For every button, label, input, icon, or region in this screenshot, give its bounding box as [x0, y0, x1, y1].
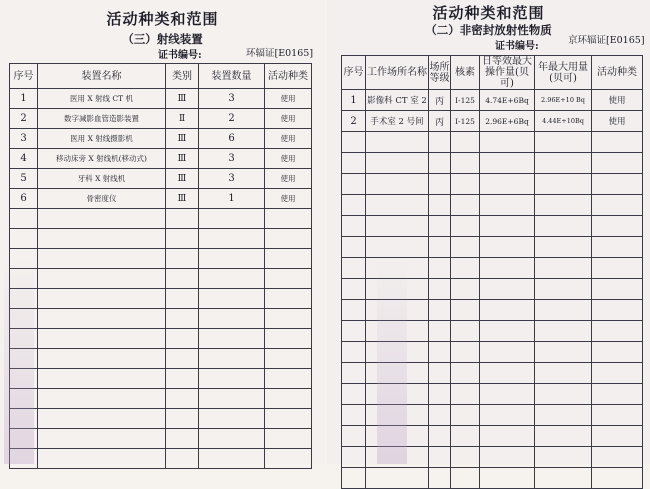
- empty-cell: [10, 389, 38, 409]
- empty-cell: [366, 468, 429, 489]
- empty-row: [342, 216, 643, 237]
- empty-cell: [199, 209, 265, 229]
- empty-cell: [480, 321, 535, 342]
- device-qty: 6: [199, 129, 265, 149]
- empty-cell: [429, 258, 451, 279]
- empty-cell: [342, 468, 366, 489]
- empty-cell: [451, 132, 480, 153]
- empty-cell: [166, 389, 199, 409]
- empty-cell: [199, 369, 265, 389]
- empty-cell: [366, 216, 429, 237]
- yearly-max: 2.96E+10 Bq: [535, 90, 592, 111]
- empty-cell: [451, 342, 480, 363]
- workplace-name: 影像科 CT 室 2: [366, 90, 429, 111]
- empty-cell: [429, 195, 451, 216]
- empty-cell: [429, 447, 451, 468]
- empty-cell: [342, 363, 366, 384]
- empty-cell: [199, 349, 265, 369]
- empty-cell: [429, 174, 451, 195]
- empty-cell: [199, 329, 265, 349]
- empty-cell: [535, 279, 592, 300]
- empty-cell: [38, 389, 166, 409]
- empty-cell: [342, 279, 366, 300]
- empty-row: [10, 409, 312, 429]
- empty-cell: [535, 363, 592, 384]
- empty-cell: [592, 447, 643, 468]
- empty-cell: [592, 342, 643, 363]
- device-name: 骨密度仪: [38, 189, 166, 209]
- empty-cell: [265, 309, 312, 329]
- empty-cell: [592, 468, 643, 489]
- empty-cell: [166, 349, 199, 369]
- empty-cell: [166, 209, 199, 229]
- empty-cell: [451, 237, 480, 258]
- empty-cell: [451, 426, 480, 447]
- device-class: Ⅱ: [166, 109, 199, 129]
- empty-cell: [535, 300, 592, 321]
- empty-cell: [451, 153, 480, 174]
- empty-cell: [429, 384, 451, 405]
- empty-cell: [342, 153, 366, 174]
- table-row: [10, 189, 312, 209]
- device-name: 数字减影血管造影装置: [38, 109, 166, 129]
- empty-cell: [342, 405, 366, 426]
- empty-cell: [199, 389, 265, 409]
- empty-cell: [451, 279, 480, 300]
- table-row: [10, 109, 312, 129]
- empty-cell: [429, 153, 451, 174]
- empty-cell: [366, 321, 429, 342]
- empty-cell: [451, 195, 480, 216]
- empty-row: [10, 229, 312, 249]
- empty-cell: [199, 409, 265, 429]
- empty-cell: [451, 468, 480, 489]
- empty-cell: [38, 429, 166, 449]
- empty-cell: [10, 309, 38, 329]
- col-header-qty: 装置数量: [199, 64, 265, 89]
- empty-cell: [366, 384, 429, 405]
- col-header-grade: 场所等级: [429, 56, 451, 90]
- row-no: 5: [10, 169, 38, 189]
- empty-cell: [166, 369, 199, 389]
- empty-row: [10, 349, 312, 369]
- empty-row: [342, 363, 643, 384]
- device-qty: 1: [199, 189, 265, 209]
- empty-cell: [480, 216, 535, 237]
- row-no: 1: [10, 89, 38, 109]
- device-qty: 3: [199, 149, 265, 169]
- empty-cell: [265, 429, 312, 449]
- empty-cell: [38, 349, 166, 369]
- workplace-grade: 丙: [429, 90, 451, 111]
- empty-cell: [38, 269, 166, 289]
- empty-cell: [592, 300, 643, 321]
- empty-cell: [429, 321, 451, 342]
- empty-cell: [366, 300, 429, 321]
- table-row: [10, 129, 312, 149]
- left-cert-label: 证书编号:: [158, 50, 202, 61]
- activity-type: 使用: [265, 89, 312, 109]
- empty-cell: [535, 447, 592, 468]
- empty-cell: [366, 342, 429, 363]
- workplace-grade: 丙: [429, 111, 451, 132]
- empty-row: [10, 269, 312, 289]
- empty-cell: [592, 237, 643, 258]
- empty-cell: [265, 269, 312, 289]
- empty-cell: [535, 384, 592, 405]
- left-cert-value: 环辐证[E0165]: [246, 48, 314, 59]
- empty-cell: [429, 426, 451, 447]
- empty-cell: [265, 249, 312, 269]
- left-header-row: [10, 64, 312, 89]
- activity-type: 使用: [265, 169, 312, 189]
- empty-cell: [366, 195, 429, 216]
- left-table: [9, 63, 312, 469]
- empty-cell: [38, 229, 166, 249]
- empty-cell: [10, 349, 38, 369]
- row-no: 1: [342, 90, 366, 111]
- empty-cell: [199, 269, 265, 289]
- empty-cell: [592, 132, 643, 153]
- empty-cell: [480, 447, 535, 468]
- empty-cell: [535, 132, 592, 153]
- device-class: Ⅲ: [166, 149, 199, 169]
- empty-cell: [342, 258, 366, 279]
- device-class: Ⅲ: [166, 89, 199, 109]
- nuclide: I-125: [451, 90, 480, 111]
- empty-cell: [535, 258, 592, 279]
- right-header-row: [342, 56, 643, 90]
- empty-cell: [10, 449, 38, 469]
- empty-cell: [38, 409, 166, 429]
- empty-row: [342, 279, 643, 300]
- empty-row: [342, 237, 643, 258]
- activity-type: 使用: [592, 111, 643, 132]
- empty-row: [10, 329, 312, 349]
- left-title: 活动种类和范围: [106, 10, 219, 28]
- right-subtitle: （二）非密封放射性物质: [425, 23, 552, 37]
- row-no: 2: [342, 111, 366, 132]
- empty-cell: [535, 405, 592, 426]
- empty-cell: [10, 229, 38, 249]
- device-name: 医用 X 射线 CT 机: [38, 89, 166, 109]
- empty-cell: [480, 237, 535, 258]
- table-row: [10, 89, 312, 109]
- empty-cell: [366, 258, 429, 279]
- empty-cell: [429, 363, 451, 384]
- empty-cell: [366, 279, 429, 300]
- row-no: 6: [10, 189, 38, 209]
- empty-row: [342, 384, 643, 405]
- empty-cell: [38, 449, 166, 469]
- empty-cell: [535, 426, 592, 447]
- empty-row: [342, 321, 643, 342]
- col-header-name: 装置名称: [38, 64, 166, 89]
- empty-cell: [480, 300, 535, 321]
- empty-cell: [342, 174, 366, 195]
- activity-type: 使用: [265, 129, 312, 149]
- empty-cell: [480, 174, 535, 195]
- empty-cell: [480, 468, 535, 489]
- empty-cell: [10, 329, 38, 349]
- empty-cell: [166, 289, 199, 309]
- table-row: [10, 149, 312, 169]
- empty-row: [342, 342, 643, 363]
- daily-max: 4.74E+6Bq: [480, 90, 535, 111]
- col-header-activity: 活动种类: [592, 56, 643, 90]
- empty-cell: [38, 249, 166, 269]
- empty-row: [342, 132, 643, 153]
- empty-cell: [265, 289, 312, 309]
- left-page: [0, 0, 325, 464]
- empty-row: [10, 209, 312, 229]
- empty-cell: [166, 409, 199, 429]
- empty-cell: [10, 249, 38, 269]
- empty-cell: [366, 153, 429, 174]
- empty-cell: [451, 447, 480, 468]
- empty-cell: [429, 300, 451, 321]
- empty-cell: [592, 195, 643, 216]
- empty-cell: [265, 209, 312, 229]
- empty-cell: [480, 342, 535, 363]
- empty-cell: [366, 426, 429, 447]
- empty-row: [10, 249, 312, 269]
- workplace-name: 手术室 2 号间: [366, 111, 429, 132]
- empty-cell: [480, 153, 535, 174]
- empty-row: [342, 300, 643, 321]
- empty-cell: [342, 132, 366, 153]
- empty-row: [342, 426, 643, 447]
- right-cert-label: 证书编号:: [495, 41, 539, 52]
- empty-cell: [10, 269, 38, 289]
- empty-cell: [342, 342, 366, 363]
- device-name: 牙科 X 射线机: [38, 169, 166, 189]
- empty-cell: [265, 449, 312, 469]
- empty-cell: [265, 329, 312, 349]
- nuclide: I-125: [451, 111, 480, 132]
- empty-cell: [342, 216, 366, 237]
- empty-cell: [265, 369, 312, 389]
- empty-cell: [592, 321, 643, 342]
- empty-cell: [342, 195, 366, 216]
- empty-cell: [480, 258, 535, 279]
- empty-cell: [535, 195, 592, 216]
- empty-cell: [342, 321, 366, 342]
- device-qty: 3: [199, 89, 265, 109]
- activity-type: 使用: [592, 90, 643, 111]
- empty-cell: [199, 249, 265, 269]
- empty-cell: [451, 216, 480, 237]
- empty-row: [342, 195, 643, 216]
- empty-cell: [535, 468, 592, 489]
- empty-row: [342, 153, 643, 174]
- empty-row: [10, 389, 312, 409]
- empty-cell: [429, 342, 451, 363]
- empty-cell: [535, 237, 592, 258]
- empty-cell: [265, 409, 312, 429]
- empty-row: [342, 405, 643, 426]
- empty-cell: [592, 279, 643, 300]
- right-page: [327, 0, 650, 464]
- empty-cell: [166, 249, 199, 269]
- empty-cell: [480, 363, 535, 384]
- empty-cell: [535, 153, 592, 174]
- empty-cell: [592, 216, 643, 237]
- empty-cell: [342, 426, 366, 447]
- right-table: [341, 55, 643, 489]
- empty-cell: [10, 409, 38, 429]
- empty-cell: [535, 342, 592, 363]
- empty-row: [10, 289, 312, 309]
- empty-cell: [10, 209, 38, 229]
- empty-cell: [480, 426, 535, 447]
- empty-cell: [166, 429, 199, 449]
- row-no: 2: [10, 109, 38, 129]
- device-qty: 3: [199, 169, 265, 189]
- empty-cell: [480, 195, 535, 216]
- empty-cell: [166, 449, 199, 469]
- empty-cell: [366, 447, 429, 468]
- device-class: Ⅲ: [166, 169, 199, 189]
- empty-cell: [199, 429, 265, 449]
- activity-type: 使用: [265, 189, 312, 209]
- empty-cell: [451, 384, 480, 405]
- empty-cell: [429, 279, 451, 300]
- empty-cell: [265, 389, 312, 409]
- device-qty: 2: [199, 109, 265, 129]
- col-header-daily: 日等效最大操作量(贝可): [480, 56, 535, 90]
- empty-cell: [480, 405, 535, 426]
- empty-cell: [451, 321, 480, 342]
- empty-row: [342, 447, 643, 468]
- empty-cell: [592, 174, 643, 195]
- empty-cell: [265, 349, 312, 369]
- empty-cell: [429, 468, 451, 489]
- empty-cell: [592, 258, 643, 279]
- empty-row: [10, 369, 312, 389]
- left-subtitle: （三）射线装置: [122, 32, 203, 46]
- empty-cell: [166, 329, 199, 349]
- empty-cell: [480, 384, 535, 405]
- empty-cell: [342, 300, 366, 321]
- empty-cell: [366, 174, 429, 195]
- empty-cell: [342, 447, 366, 468]
- empty-row: [10, 449, 312, 469]
- empty-cell: [480, 279, 535, 300]
- empty-cell: [429, 132, 451, 153]
- empty-cell: [592, 405, 643, 426]
- table-row: [342, 111, 643, 132]
- activity-type: 使用: [265, 109, 312, 129]
- right-empty-rows: [342, 132, 643, 489]
- empty-cell: [429, 216, 451, 237]
- daily-max: 2.96E+6Bq: [480, 111, 535, 132]
- empty-cell: [451, 300, 480, 321]
- empty-cell: [38, 289, 166, 309]
- empty-cell: [451, 174, 480, 195]
- empty-cell: [451, 363, 480, 384]
- right-title: 活动种类和范围: [432, 4, 545, 22]
- row-no: 4: [10, 149, 38, 169]
- col-header-no: 序号: [342, 56, 366, 90]
- empty-cell: [535, 174, 592, 195]
- col-header-place: 工作场所名称: [366, 56, 429, 90]
- empty-cell: [451, 405, 480, 426]
- device-name: 医用 X 射线摄影机: [38, 129, 166, 149]
- empty-cell: [199, 449, 265, 469]
- table-row: [10, 169, 312, 189]
- empty-cell: [592, 384, 643, 405]
- empty-row: [342, 174, 643, 195]
- empty-cell: [166, 309, 199, 329]
- empty-cell: [10, 429, 38, 449]
- device-class: Ⅲ: [166, 129, 199, 149]
- empty-cell: [480, 132, 535, 153]
- empty-row: [342, 468, 643, 489]
- empty-cell: [429, 237, 451, 258]
- right-cert-value: 京环辐证[E0165]: [568, 35, 645, 46]
- empty-cell: [38, 369, 166, 389]
- activity-type: 使用: [265, 149, 312, 169]
- empty-cell: [10, 369, 38, 389]
- device-class: Ⅲ: [166, 189, 199, 209]
- empty-cell: [38, 209, 166, 229]
- empty-row: [10, 309, 312, 329]
- empty-cell: [592, 153, 643, 174]
- col-header-class: 类别: [166, 64, 199, 89]
- empty-cell: [535, 321, 592, 342]
- empty-cell: [38, 329, 166, 349]
- col-header-activity: 活动种类: [265, 64, 312, 89]
- col-header-nuclide: 核素: [451, 56, 480, 90]
- empty-cell: [10, 289, 38, 309]
- empty-cell: [535, 216, 592, 237]
- empty-cell: [429, 405, 451, 426]
- empty-cell: [366, 237, 429, 258]
- col-header-no: 序号: [10, 64, 38, 89]
- empty-cell: [166, 269, 199, 289]
- empty-row: [10, 429, 312, 449]
- empty-cell: [366, 405, 429, 426]
- empty-cell: [342, 237, 366, 258]
- empty-cell: [366, 363, 429, 384]
- empty-cell: [38, 309, 166, 329]
- empty-cell: [199, 229, 265, 249]
- table-row: [342, 90, 643, 111]
- empty-cell: [592, 363, 643, 384]
- col-header-yearly: 年最大用量(贝可): [535, 56, 592, 90]
- empty-cell: [366, 132, 429, 153]
- row-no: 3: [10, 129, 38, 149]
- empty-cell: [166, 229, 199, 249]
- empty-cell: [199, 309, 265, 329]
- empty-cell: [199, 289, 265, 309]
- empty-row: [342, 258, 643, 279]
- left-empty-rows: [10, 209, 312, 469]
- empty-cell: [265, 229, 312, 249]
- empty-cell: [342, 384, 366, 405]
- empty-cell: [592, 426, 643, 447]
- device-name: 移动床旁 X 射线机(移动式): [38, 149, 166, 169]
- yearly-max: 4.44E+10Bq: [535, 111, 592, 132]
- empty-cell: [451, 258, 480, 279]
